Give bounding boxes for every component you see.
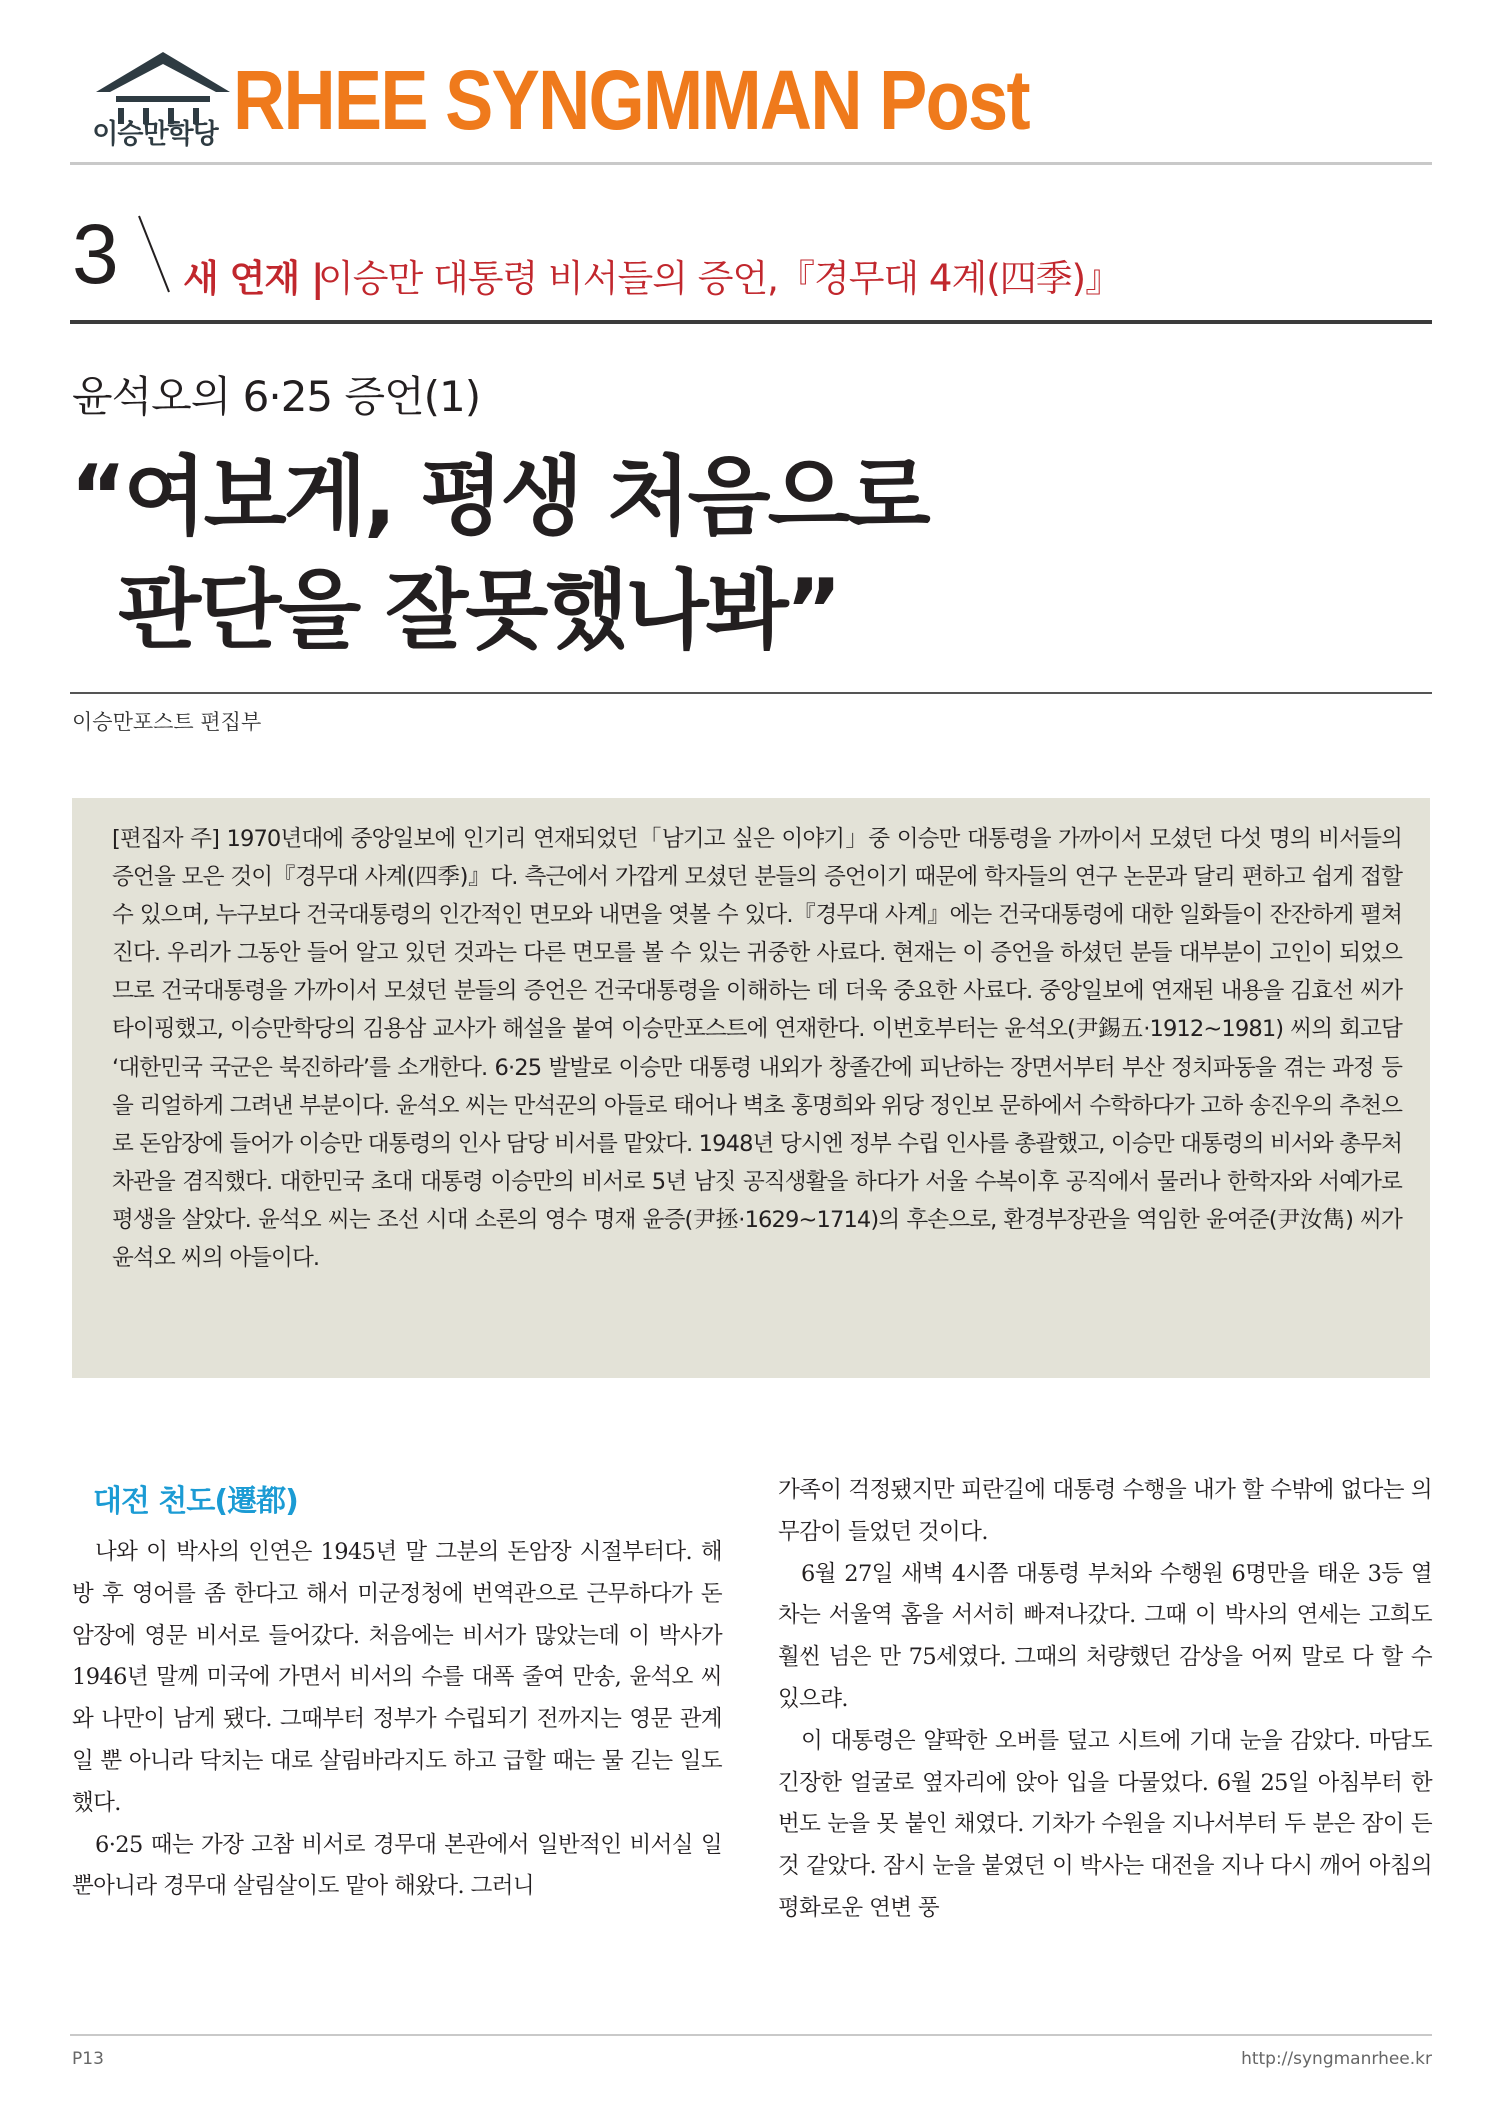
body-paragraph: 6월 27일 새벽 4시쯤 대통령 부처와 수행원 6명만을 태운 3등 열차는 서울역 홈을 서서히 빠져나갔다. 그때 이 박사의 연세는 고희도 훨씬 넘은 만 75세였다. 그때의 처량했던 감상을 어찌 말로 다 할 수 있으랴. [778, 1560, 1432, 1712]
series-number: 3 [72, 207, 119, 301]
headline-line-2: 판단을 잘못했나봐” [118, 561, 840, 661]
page-number: P13 [72, 2049, 104, 2069]
masthead-title: RHEE SYNGMMAN Post [233, 53, 1029, 147]
headline-line-1: “여보게, 평생 처음으로 [70, 447, 928, 547]
headline-rule [70, 692, 1432, 694]
section-heading: 대전 천도(遷都) [93, 1484, 298, 1519]
body-paragraph: 나와 이 박사의 인연은 1945년 말 그분의 돈암장 시절부터다. 해방 후 영어를 좀 한다고 해서 미군정청에 번역관으로 근무하다가 돈암장에 영문 비서로 들어갔다. 처음에는 비서가 많았는데 이 박사가 1946년 말께 미국에 가면서 비서의 수를 대폭 줄여 만송, 윤석오 씨와 나만이 남게 됐다. 그때부터 정부가 수립되기 전까지는 영문 관계 일 뿐 아니라 닥치는 대로 살림바라지도 하고 급할 때는 물 긷는 일도 했다. [72, 1539, 722, 1816]
article-subtitle: 윤석오의 6·25 증언(1) [72, 372, 481, 421]
footer-rule [70, 2034, 1432, 2036]
series-label: 새 연재 | [183, 257, 324, 300]
body-paragraph: 가족이 걱정됐지만 피란길에 대통령 수행을 내가 할 수밖에 없다는 의무감이 들었던 것이다. [778, 1477, 1432, 1545]
series-title: 이승만 대통령 비서들의 증언,『경무대 4계(四季)』 [318, 257, 1122, 300]
masthead-rule [70, 162, 1432, 165]
body-column-left [72, 1532, 722, 1908]
byline: 이승만포스트 편집부 [72, 710, 262, 734]
series-rule [70, 320, 1432, 324]
site-url: http://syngmanrhee.kr [1241, 2049, 1432, 2069]
logo-text: 이승만학당 [92, 119, 218, 150]
slash-divider [135, 214, 173, 294]
article-headline [70, 440, 928, 668]
body-paragraph: 6·25 때는 가장 고참 비서로 경무대 본관에서 일반적인 비서실 일 뿐아니라 경무대 살림살이도 맡아 해왔다. 그러니 [72, 1831, 722, 1900]
body-column-right [778, 1470, 1432, 1930]
editor-note-text: [편집자 주] 1970년대에 중앙일보에 인기리 연재되었던「남기고 싶은 이야기」중 이승만 대통령을 가까이서 모셨던 다섯 명의 비서들의 증언을 모은 것이『경무대 사계(四季)』다. 측근에서 가깝게 모셨던 분들의 증언이기 때문에 학자들의 연구 논문과 달리 편하고 쉽게 접할 수 있으며, 누구보다 건국대통령의 인간적인 면모와 내면을 엿볼 수 있다.『경무대 사계』에는 건국대통령에 대한 일화들이 잔잔하게 펼쳐진다. 우리가 그동안 들어 알고 있던 것과는 다른 면모를 볼 수 있는 귀중한 사료다. 현재는 이 증언을 하셨던 분들 대부분이 고인이 되었으므로 건국대통령을 가까이서 모셨던 분들의 증언은 건국대통령을 이해하는 데 더욱 중요한 사료다. 중앙일보에 연재된 내용을 김효선 씨가 타이핑했고, 이승만학당의 김용삼 교사가 해설을 붙여 이승만포스트에 연재한다. 이번호부터는 윤석오(尹錫五·1912~1981) 씨의 회고담 ‘대한민국 국군은 북진하라’를 소개한다. 6·25 발발로 이승만 대통령 내외가 창졸간에 피난하는 장면서부터 부산 정치파동을 겪는 과정 등을 리얼하게 그려낸 부분이다. 윤석오 씨는 만석꾼의 아들로 태어나 벽초 홍명희와 위당 정인보 문하에서 수학하다가 고하 송진우의 추천으로 돈암장에 들어가 이승만 대통령의 인사 담당 비서를 맡았다. 1948년 당시엔 정부 수립 인사를 총괄했고, 이승만 대통령의 비서와 총무처차관을 겸직했다. 대한민국 초대 대통령 이승만의 비서로 5년 남짓 공직생활을 하다가 서울 수복이후 공직에서 물러나 한학자와 서예가로 평생을 살았다. 윤석오 씨는 조선 시대 소론의 영수 명재 윤증(尹拯·1629~1714)의 후손으로, 환경부장관을 역임한 윤여준(尹汝雋) 씨가 윤석오 씨의 아들이다. [112, 826, 1402, 1272]
body-paragraph: 이 대통령은 얄팍한 오버를 덮고 시트에 기대 눈을 감았다. 마담도 긴장한 얼굴로 옆자리에 앉아 입을 다물었다. 6월 25일 아침부터 한 번도 눈을 못 붙인 채였다. 기차가 수원을 지나서부터 두 분은 잠이 든 것 같았다. 잠시 눈을 붙였던 이 박사는 대전을 지나 다시 깨어 아침의 평화로운 연변 풍 [778, 1727, 1432, 1921]
